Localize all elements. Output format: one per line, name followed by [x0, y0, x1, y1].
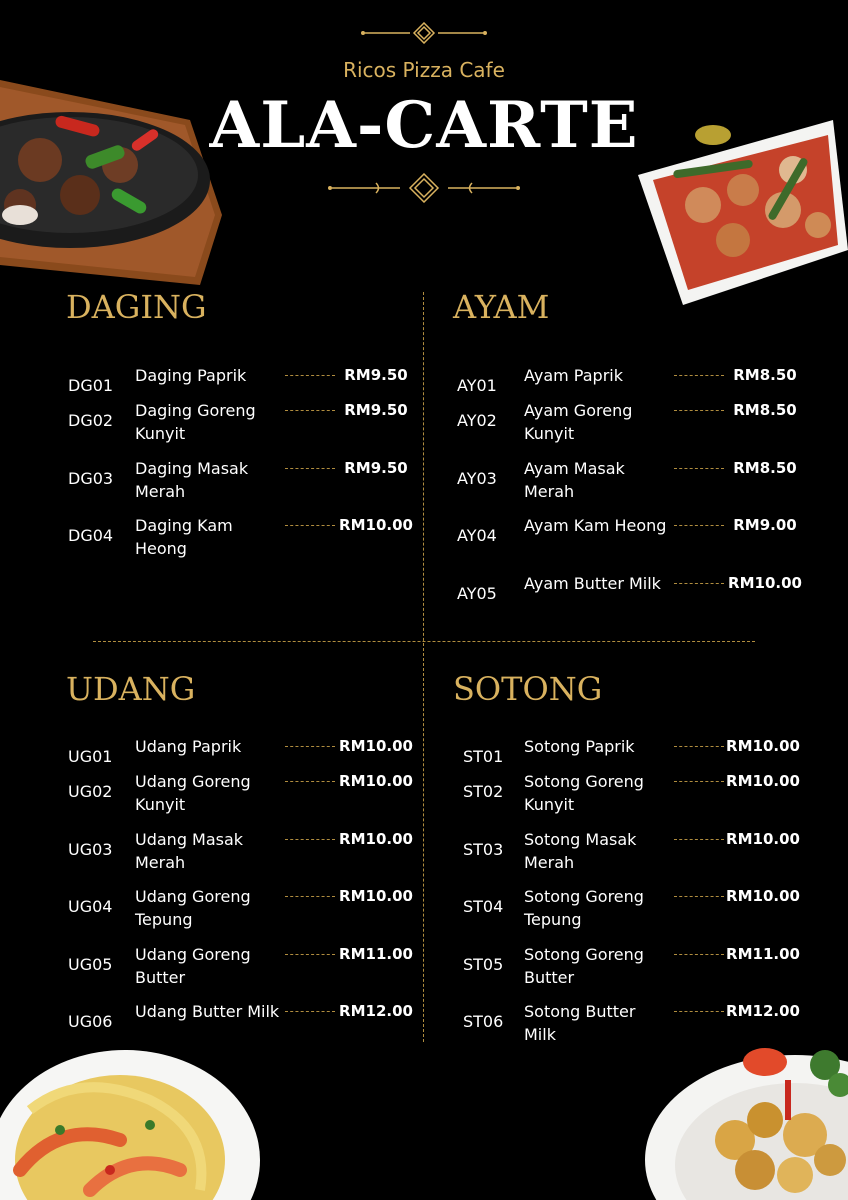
item-name: Daging Goreng Kunyit — [135, 401, 256, 443]
vertical-divider — [423, 292, 424, 1042]
menu-item — [457, 397, 807, 447]
item-price: RM9.00 — [733, 516, 797, 534]
menu-item — [68, 998, 418, 1048]
item-code: DG04 — [68, 526, 114, 545]
menu-item — [463, 826, 808, 876]
dotted-leader — [674, 896, 724, 897]
dotted-leader — [674, 746, 724, 747]
item-price: RM10.00 — [339, 737, 413, 755]
dotted-leader — [285, 781, 335, 782]
item-code: AY04 — [457, 526, 497, 545]
menu-item — [463, 768, 808, 818]
dotted-leader — [285, 375, 335, 376]
dotted-leader — [674, 583, 724, 584]
item-name: Daging Masak Merah — [135, 459, 249, 501]
dotted-leader — [285, 746, 335, 747]
item-name: Udang Butter Milk — [135, 1002, 280, 1021]
item-name: Ayam Paprik — [524, 366, 623, 385]
item-code: UG06 — [68, 1012, 113, 1031]
page-title: ALA-CARTE — [209, 88, 639, 163]
item-name: Sotong Goreng Kunyit — [524, 772, 644, 814]
top-ornament-icon — [0, 22, 848, 44]
dotted-leader — [285, 410, 335, 411]
dotted-leader — [674, 781, 724, 782]
item-name: Udang Goreng Kunyit — [135, 772, 251, 814]
item-code: AY01 — [457, 376, 497, 395]
item-name: Ayam Masak Merah — [524, 459, 625, 501]
menu-item — [68, 512, 418, 562]
item-name: Sotong Masak Merah — [524, 830, 637, 872]
item-code: ST05 — [463, 955, 504, 974]
menu-item — [68, 455, 418, 505]
item-code: DG03 — [68, 469, 114, 488]
item-price: RM10.00 — [726, 887, 800, 905]
item-code: ST03 — [463, 840, 504, 859]
dotted-leader — [285, 954, 335, 955]
item-name: Daging Paprik — [135, 366, 247, 385]
item-name: Sotong Butter Milk — [524, 1002, 636, 1044]
item-price: RM10.00 — [339, 887, 413, 905]
item-price: RM10.00 — [726, 830, 800, 848]
item-code: ST06 — [463, 1012, 504, 1031]
menu-item — [463, 941, 808, 991]
item-name: Sotong Goreng Tepung — [524, 887, 644, 929]
dotted-leader — [674, 954, 724, 955]
dotted-leader — [285, 468, 335, 469]
item-code: AY02 — [457, 411, 497, 430]
dotted-leader — [674, 839, 724, 840]
item-code: UG01 — [68, 747, 113, 766]
dotted-leader — [285, 896, 335, 897]
section-title-ayam: AYAM — [453, 288, 550, 326]
menu-item — [68, 768, 418, 818]
item-price: RM10.00 — [728, 574, 802, 592]
item-code: UG02 — [68, 782, 113, 801]
item-price: RM8.50 — [733, 401, 797, 419]
item-name: Ayam Kam Heong — [524, 516, 667, 535]
menu-item — [68, 826, 418, 876]
horizontal-divider — [93, 641, 755, 642]
item-name: Sotong Paprik — [524, 737, 635, 756]
menu-item — [463, 883, 808, 933]
menu-item — [68, 941, 418, 991]
item-code: ST01 — [463, 747, 504, 766]
section-title-sotong: SOTONG — [453, 670, 603, 708]
dotted-leader — [674, 410, 724, 411]
item-price: RM9.50 — [344, 401, 408, 419]
menu-item — [463, 998, 808, 1048]
dotted-leader — [674, 525, 724, 526]
menu-item — [68, 397, 418, 447]
fried-squid-plate-image — [645, 1040, 848, 1200]
item-price: RM8.50 — [733, 366, 797, 384]
section-title-udang: UDANG — [66, 670, 196, 708]
item-price: RM12.00 — [339, 1002, 413, 1020]
item-price: RM10.00 — [339, 516, 413, 534]
item-price: RM11.00 — [339, 945, 413, 963]
item-price: RM10.00 — [339, 830, 413, 848]
item-price: RM10.00 — [726, 737, 800, 755]
cafe-name: Ricos Pizza Cafe — [343, 58, 505, 82]
butter-prawns-plate-image — [0, 1050, 260, 1200]
item-code: ST04 — [463, 897, 504, 916]
item-name: Sotong Goreng Butter — [524, 945, 644, 987]
dotted-leader — [674, 375, 724, 376]
item-code: DG01 — [68, 376, 114, 395]
item-code: AY05 — [457, 584, 497, 603]
item-price: RM9.50 — [344, 366, 408, 384]
item-price: RM10.00 — [726, 772, 800, 790]
item-price: RM9.50 — [344, 459, 408, 477]
menu-item — [68, 883, 418, 933]
item-name: Udang Masak Merah — [135, 830, 244, 872]
item-code: UG04 — [68, 897, 113, 916]
item-code: DG02 — [68, 411, 114, 430]
dotted-leader — [674, 468, 724, 469]
item-price: RM12.00 — [726, 1002, 800, 1020]
menu-item — [457, 570, 807, 620]
item-code: UG05 — [68, 955, 113, 974]
item-price: RM8.50 — [733, 459, 797, 477]
item-name: Udang Goreng Butter — [135, 945, 251, 987]
title-ornament-icon — [0, 173, 848, 203]
menu-item — [457, 512, 807, 562]
item-price: RM10.00 — [339, 772, 413, 790]
item-code: AY03 — [457, 469, 497, 488]
dotted-leader — [674, 1011, 724, 1012]
item-code: ST02 — [463, 782, 504, 801]
item-name: Udang Goreng Tepung — [135, 887, 251, 929]
item-name: Ayam Butter Milk — [524, 574, 661, 593]
dotted-leader — [285, 839, 335, 840]
item-name: Udang Paprik — [135, 737, 242, 756]
item-name: Daging Kam Heong — [135, 516, 233, 558]
item-price: RM11.00 — [726, 945, 800, 963]
dotted-leader — [285, 525, 335, 526]
item-name: Ayam Goreng Kunyit — [524, 401, 633, 443]
section-title-daging: DAGING — [66, 288, 207, 326]
dotted-leader — [285, 1011, 335, 1012]
item-code: UG03 — [68, 840, 113, 859]
menu-item — [457, 455, 807, 505]
